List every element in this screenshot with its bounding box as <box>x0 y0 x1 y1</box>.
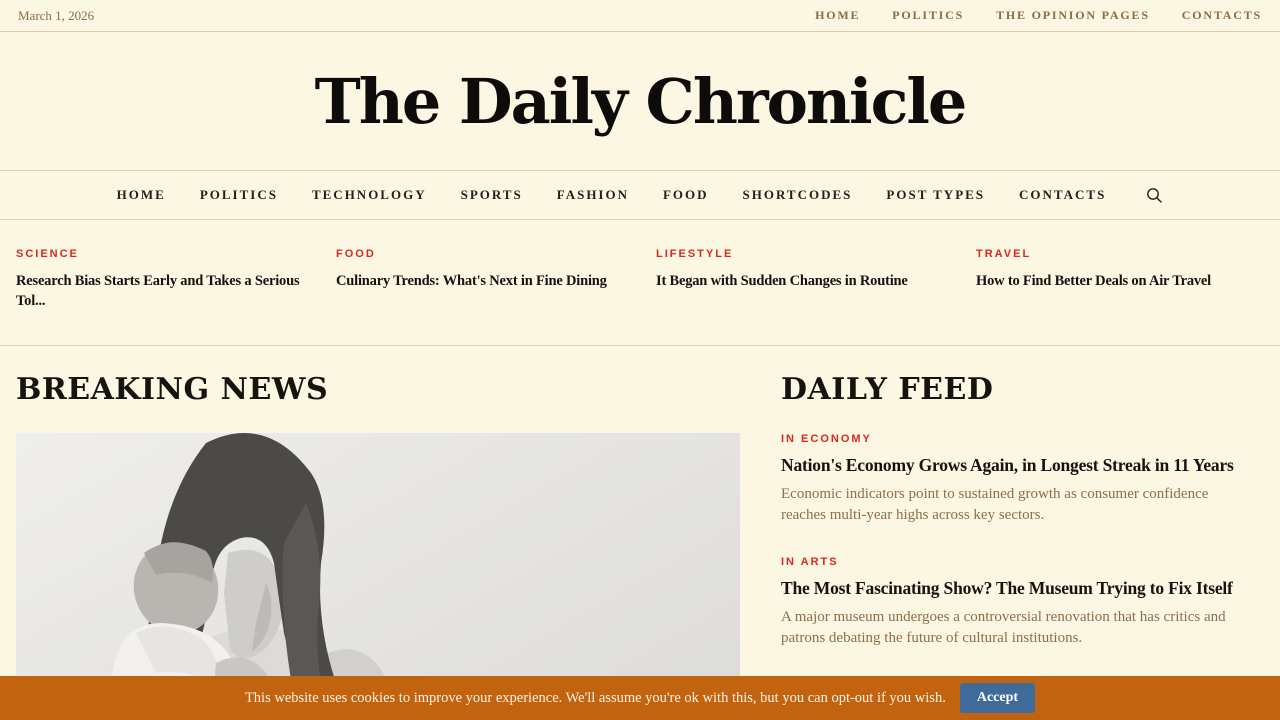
top-bar <box>0 0 1280 32</box>
topbar-nav <box>815 8 1262 23</box>
feed-category-economy[interactable]: IN ECONOMY <box>781 433 872 446</box>
nav-item-contacts[interactable]: CONTACTS <box>1019 187 1107 202</box>
cookie-message: This website uses cookies to improve your experience. We'll assume you're ok with this, but you can opt-out if you wish. <box>244 689 946 706</box>
featured-title[interactable]: How to Find Better Deals on Air Travel <box>976 273 1211 289</box>
nav-item-food[interactable]: FOOD <box>662 187 709 202</box>
featured-article <box>336 248 624 311</box>
cookie-accept-button[interactable]: Accept <box>960 683 1035 713</box>
featured-category-food[interactable]: FOOD <box>336 248 376 260</box>
featured-title[interactable]: Culinary Trends: What's Next in Fine Dining <box>336 273 607 289</box>
feed-item-arts <box>781 556 1264 649</box>
featured-strip <box>0 220 1280 346</box>
nav-item-politics[interactable]: POLITICS <box>199 187 278 202</box>
featured-category-travel[interactable]: TRAVEL <box>976 248 1032 260</box>
topbar-nav-contacts[interactable]: CONTACTS <box>1181 8 1262 22</box>
feed-title[interactable]: Nation's Economy Grows Again, in Longest Streak in 11 Years <box>781 455 1234 476</box>
search-icon[interactable] <box>1146 187 1163 204</box>
masthead <box>0 32 1280 170</box>
featured-article <box>16 248 304 311</box>
nav-item-technology[interactable]: TECHNOLOGY <box>311 187 427 202</box>
featured-article <box>656 248 944 311</box>
nav-item-sports[interactable]: SPORTS <box>460 187 523 202</box>
topbar-nav-politics[interactable]: POLITICS <box>892 8 965 22</box>
topbar-nav-opinion-pages[interactable]: THE OPINION PAGES <box>996 8 1150 22</box>
featured-title[interactable]: It Began with Sudden Changes in Routine <box>656 273 908 289</box>
featured-category-science[interactable]: SCIENCE <box>16 248 79 260</box>
daily-feed-section <box>781 368 1264 720</box>
feed-category-arts[interactable]: IN ARTS <box>781 556 839 569</box>
feed-excerpt: A major museum undergoes a controversial renovation that has critics and patrons debating the future of cultural institutions. <box>781 609 1226 647</box>
nav-item-home[interactable]: HOME <box>116 187 166 202</box>
breaking-news-section <box>16 368 740 720</box>
nav-item-fashion[interactable]: FASHION <box>556 187 629 202</box>
feed-excerpt: Economic indicators point to sustained growth as consumer confidence reaches multi-year highs across key sectors. <box>781 486 1209 524</box>
site-title[interactable]: The Daily Chronicle <box>314 64 966 138</box>
nav-item-shortcodes[interactable]: SHORTCODES <box>742 187 853 202</box>
breaking-news-heading: BREAKING NEWS <box>16 372 329 408</box>
featured-title[interactable]: Research Bias Starts Early and Takes a Serious Tol... <box>16 273 300 309</box>
cookie-consent-bar <box>0 676 1280 720</box>
feed-item-economy <box>781 433 1264 526</box>
main-nav <box>0 170 1280 220</box>
topbar-nav-home[interactable]: HOME <box>815 8 861 22</box>
main-content <box>0 346 1280 720</box>
nav-item-post-types[interactable]: POST TYPES <box>886 187 986 202</box>
featured-category-lifestyle[interactable]: LIFESTYLE <box>656 248 734 260</box>
feed-title[interactable]: The Most Fascinating Show? The Museum Trying to Fix Itself <box>781 578 1233 599</box>
featured-article <box>976 248 1264 311</box>
current-date: March 1, 2026 <box>18 7 95 23</box>
daily-feed-heading: DAILY FEED <box>781 372 994 408</box>
